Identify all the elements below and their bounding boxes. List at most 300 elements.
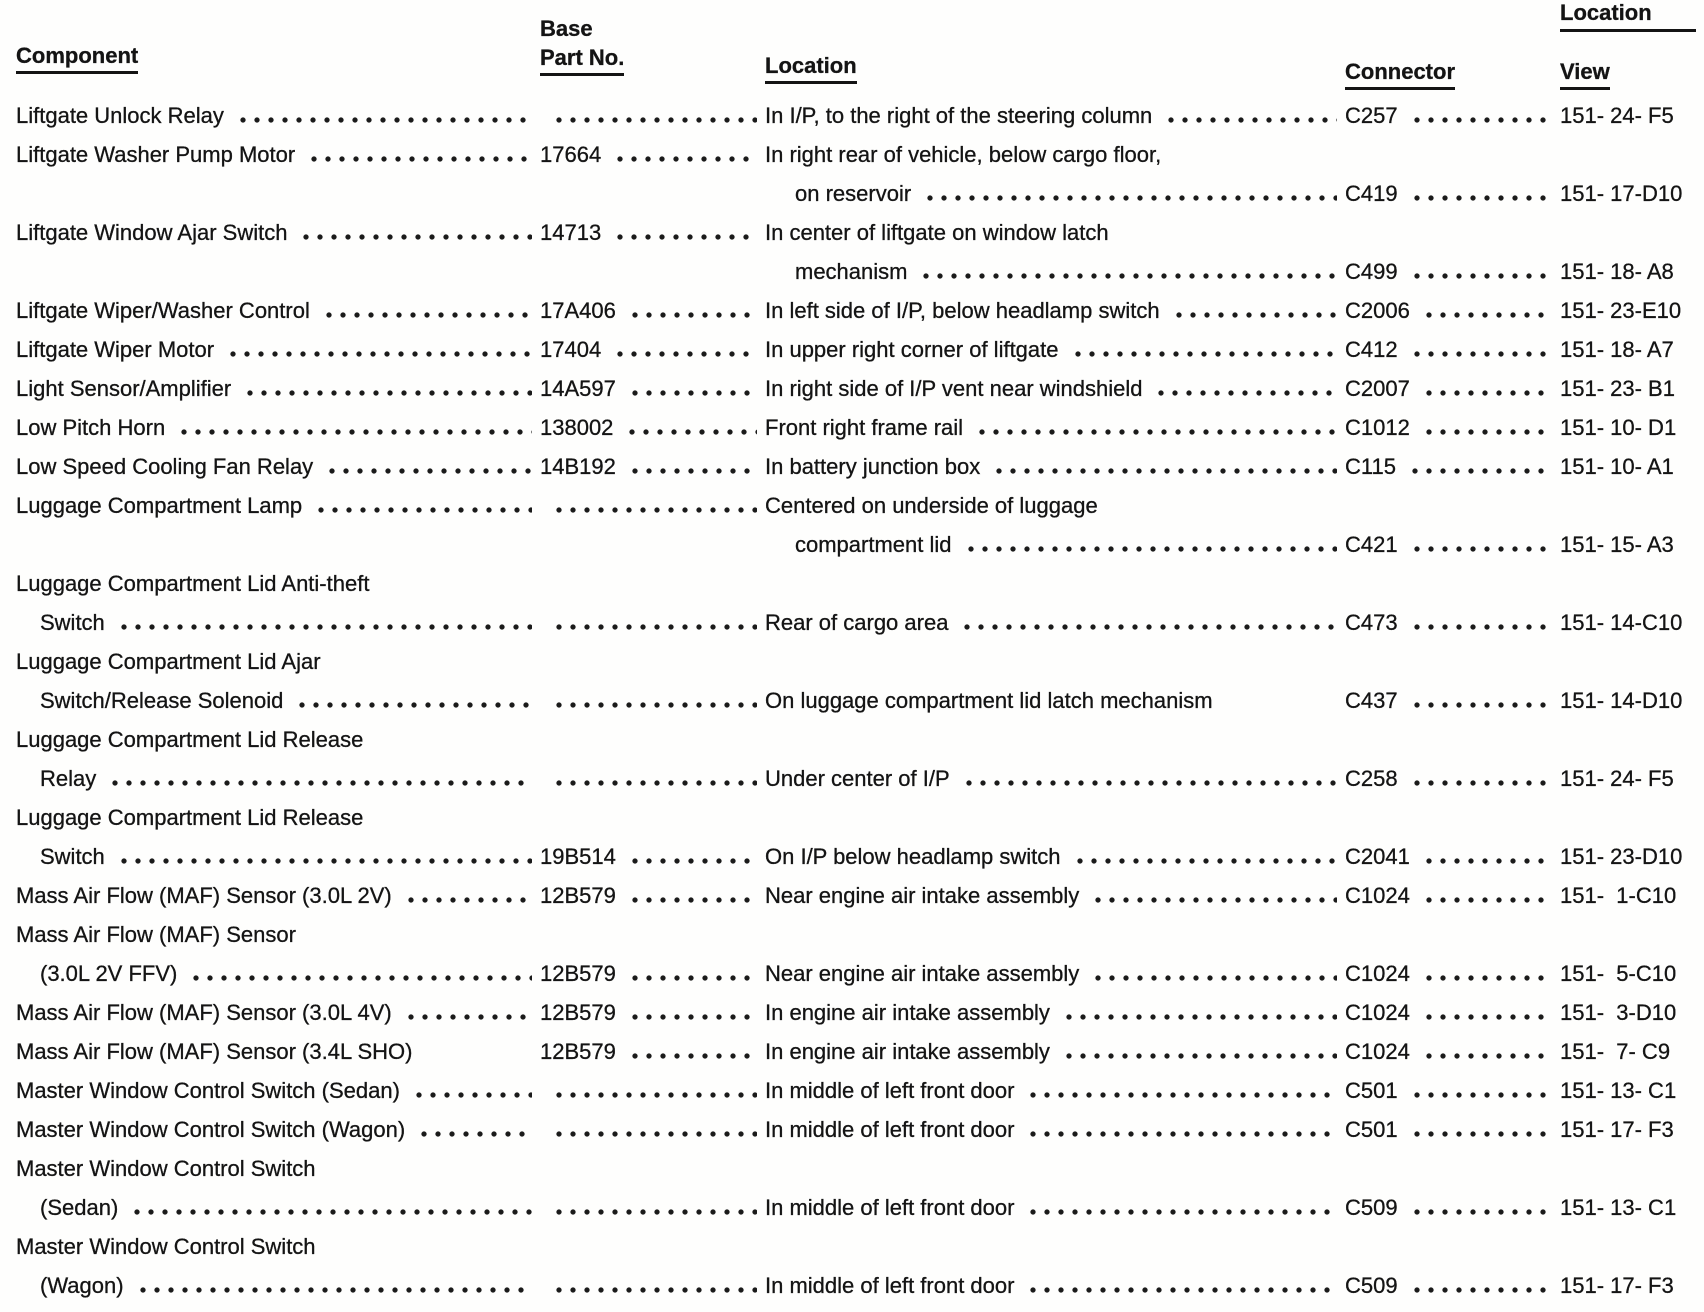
dot-leader (550, 1110, 757, 1149)
dot-leader (1420, 876, 1552, 915)
table-row (16, 486, 1696, 525)
dot-leader (1420, 1032, 1552, 1071)
table-row (16, 1188, 1696, 1227)
component-cell-text: Low Speed Cooling Fan Relay (16, 454, 314, 479)
location-cell-text: In middle of left front door (765, 1117, 1015, 1142)
location-view-cell (1560, 642, 1696, 681)
component-cell (16, 1032, 540, 1071)
connector-cell (1345, 174, 1560, 213)
location-cell (765, 408, 1345, 447)
connector-cell-text: C257 (1345, 103, 1398, 128)
dot-leader (134, 1266, 532, 1305)
location-cell-text: In middle of left front door (765, 1078, 1015, 1103)
component-cell-text: Low Pitch Horn (16, 415, 166, 440)
component-cell (16, 759, 540, 798)
table-row (16, 837, 1696, 876)
component-cell-text: Mass Air Flow (MAF) Sensor (16, 922, 296, 947)
dot-leader (550, 1188, 757, 1227)
dot-leader (921, 174, 1337, 213)
dot-leader (550, 759, 757, 798)
location-cell-text: Under center of I/P (765, 766, 950, 791)
component-cell-text: Switch (40, 610, 105, 635)
dot-leader (1420, 954, 1552, 993)
location-view-cell-text: 151- 24- F5 (1560, 103, 1674, 128)
connector-cell (1345, 252, 1560, 291)
header-location-label: Location (765, 52, 857, 84)
location-cell-text: In center of liftgate on window latch (765, 220, 1109, 245)
location-cell (765, 798, 1345, 837)
part-no-cell (540, 837, 765, 876)
dot-leader (1408, 174, 1552, 213)
table-row (16, 135, 1696, 174)
connector-cell-text: C501 (1345, 1117, 1398, 1142)
dot-leader (1408, 1071, 1552, 1110)
dot-leader (626, 876, 757, 915)
connector-cell-text: C115 (1345, 454, 1396, 479)
component-cell (16, 993, 540, 1032)
table-row (16, 1149, 1696, 1188)
location-view-cell (1560, 525, 1696, 564)
dot-leader (1089, 876, 1337, 915)
dot-leader (1408, 525, 1552, 564)
location-view-cell-text: 151- 1-C10 (1560, 883, 1677, 908)
table-row (16, 681, 1696, 720)
location-cell (765, 486, 1345, 525)
location-cell (765, 1071, 1345, 1110)
table-row (16, 720, 1696, 759)
header-base-part-no (540, 14, 765, 76)
connector-cell-text: C509 (1345, 1273, 1398, 1298)
dot-leader (297, 213, 532, 252)
location-view-cell-text: 151- 17- F3 (1560, 1117, 1674, 1142)
part-no-cell (540, 174, 765, 213)
part-no-cell-text: 12B579 (540, 1000, 616, 1025)
component-cell-text: Liftgate Wiper Motor (16, 337, 215, 362)
location-view-cell-text: 151- 17-D10 (1560, 181, 1683, 206)
component-cell (16, 564, 540, 603)
location-cell (765, 1110, 1345, 1149)
header-part-no-label: Part No. (540, 44, 624, 76)
connector-cell (1345, 135, 1560, 174)
location-cell (765, 759, 1345, 798)
dot-leader (402, 993, 532, 1032)
dot-leader (1089, 954, 1337, 993)
dot-leader (1408, 1266, 1552, 1305)
part-no-cell (540, 96, 765, 135)
part-no-cell (540, 1227, 765, 1266)
connector-cell-text: C2041 (1345, 844, 1410, 869)
location-cell (765, 876, 1345, 915)
component-cell-text: Liftgate Window Ajar Switch (16, 220, 288, 245)
component-cell (16, 291, 540, 330)
dot-leader (1408, 759, 1552, 798)
connector-cell (1345, 1071, 1560, 1110)
dot-leader (1420, 291, 1552, 330)
location-cell (765, 525, 1345, 564)
location-cell-text: Centered on underside of luggage (765, 493, 1098, 518)
location-view-cell-text: 151- 24- F5 (1560, 766, 1674, 791)
part-no-cell (540, 486, 765, 525)
connector-cell-text: C473 (1345, 610, 1398, 635)
location-view-cell (1560, 96, 1696, 135)
location-view-cell (1560, 1188, 1696, 1227)
location-view-cell-text: 151- 10- D1 (1560, 415, 1677, 440)
table-row (16, 564, 1696, 603)
connector-cell (1345, 1110, 1560, 1149)
component-cell-text: Switch/Release Solenoid (40, 688, 284, 713)
connector-cell-text: C499 (1345, 259, 1398, 284)
component-cell-text: Relay (40, 766, 97, 791)
location-view-cell (1560, 213, 1696, 252)
part-no-cell-text: 12B579 (540, 961, 616, 986)
location-view-cell-text: 151- 23-D10 (1560, 844, 1683, 869)
dot-leader (1408, 1110, 1552, 1149)
part-no-cell (540, 213, 765, 252)
dot-leader (623, 408, 757, 447)
dot-leader (1408, 1188, 1552, 1227)
location-cell (765, 369, 1345, 408)
component-cell-text: Luggage Compartment Lid Ajar (16, 649, 321, 674)
location-cell (765, 1188, 1345, 1227)
location-cell-text: compartment lid (795, 532, 952, 557)
location-view-cell-text: 151- 23-E10 (1560, 298, 1682, 323)
dot-leader (611, 135, 757, 174)
part-no-cell (540, 525, 765, 564)
connector-cell (1345, 564, 1560, 603)
component-cell (16, 408, 540, 447)
component-cell (16, 135, 540, 174)
component-cell (16, 1188, 540, 1227)
part-no-cell (540, 1188, 765, 1227)
dot-leader (293, 681, 532, 720)
header-location (765, 52, 1345, 84)
component-cell (16, 96, 540, 135)
location-view-cell-text: 151- 15- A3 (1560, 532, 1674, 557)
location-cell (765, 681, 1345, 720)
part-no-cell-text: 12B579 (540, 1039, 616, 1064)
location-cell-text: In I/P, to the right of the steering column (765, 103, 1153, 128)
dot-leader (960, 759, 1337, 798)
dot-leader (626, 837, 757, 876)
part-no-cell (540, 1071, 765, 1110)
location-view-cell-text: 151- 18- A8 (1560, 259, 1674, 284)
table-row (16, 408, 1696, 447)
dot-leader (415, 1110, 532, 1149)
component-cell (16, 252, 540, 291)
dot-leader (1024, 1188, 1337, 1227)
dot-leader (550, 1071, 757, 1110)
table-row (16, 642, 1696, 681)
location-cell-text: In right side of I/P vent near windshield (765, 376, 1143, 401)
dot-leader (958, 603, 1337, 642)
part-no-cell (540, 759, 765, 798)
connector-cell (1345, 681, 1560, 720)
component-cell-text: Mass Air Flow (MAF) Sensor (3.0L 4V) (16, 1000, 392, 1025)
location-view-cell (1560, 291, 1696, 330)
location-cell (765, 993, 1345, 1032)
location-view-cell (1560, 915, 1696, 954)
connector-cell (1345, 96, 1560, 135)
component-cell (16, 876, 540, 915)
dot-leader (115, 603, 532, 642)
connector-cell (1345, 330, 1560, 369)
location-view-cell (1560, 1032, 1696, 1071)
component-cell-text: Master Window Control Switch (Sedan) (16, 1078, 400, 1103)
connector-cell (1345, 291, 1560, 330)
table-row (16, 174, 1696, 213)
part-no-cell (540, 1266, 765, 1305)
location-view-cell (1560, 603, 1696, 642)
table-row (16, 1227, 1696, 1266)
table-row (16, 759, 1696, 798)
dot-leader (1408, 681, 1552, 720)
location-view-cell-text: 151- 7- C9 (1560, 1039, 1671, 1064)
component-cell (16, 1110, 540, 1149)
dot-leader (402, 876, 532, 915)
location-cell (765, 603, 1345, 642)
part-no-cell (540, 954, 765, 993)
connector-cell (1345, 837, 1560, 876)
part-no-cell (540, 642, 765, 681)
connector-cell (1345, 213, 1560, 252)
connector-cell-text: C1024 (1345, 1000, 1410, 1025)
dot-leader (1060, 993, 1337, 1032)
dot-leader (106, 759, 532, 798)
location-view-cell (1560, 1110, 1696, 1149)
connector-cell (1345, 798, 1560, 837)
dot-leader (550, 603, 757, 642)
component-cell (16, 525, 540, 564)
component-cell (16, 954, 540, 993)
location-cell-text: In engine air intake assembly (765, 1039, 1050, 1064)
component-cell (16, 1266, 540, 1305)
dot-leader (1024, 1266, 1337, 1305)
dot-leader (1406, 447, 1552, 486)
part-no-cell (540, 1110, 765, 1149)
dot-leader (1071, 837, 1337, 876)
component-cell-text: Master Window Control Switch (16, 1234, 316, 1259)
part-no-cell (540, 603, 765, 642)
dot-leader (611, 213, 757, 252)
component-cell (16, 213, 540, 252)
table-row (16, 369, 1696, 408)
component-cell-text: Mass Air Flow (MAF) Sensor (3.0L 2V) (16, 883, 392, 908)
location-cell (765, 330, 1345, 369)
dot-leader (323, 447, 532, 486)
location-view-cell (1560, 798, 1696, 837)
location-cell (765, 1266, 1345, 1305)
location-view-cell-text: 151- 23- B1 (1560, 376, 1675, 401)
component-cell-text: Liftgate Wiper/Washer Control (16, 298, 310, 323)
component-cell-text: Liftgate Washer Pump Motor (16, 142, 296, 167)
table-row (16, 876, 1696, 915)
component-cell (16, 603, 540, 642)
dot-leader (1170, 291, 1337, 330)
table-row (16, 1110, 1696, 1149)
dot-leader (626, 369, 757, 408)
location-cell (765, 96, 1345, 135)
dot-leader (626, 291, 757, 330)
location-cell-text: In battery junction box (765, 454, 981, 479)
location-view-cell (1560, 993, 1696, 1032)
component-cell (16, 915, 540, 954)
connector-cell (1345, 915, 1560, 954)
dot-leader (990, 447, 1337, 486)
component-cell (16, 681, 540, 720)
part-no-cell (540, 369, 765, 408)
location-cell (765, 1227, 1345, 1266)
location-view-cell (1560, 252, 1696, 291)
location-view-cell (1560, 954, 1696, 993)
part-no-cell (540, 408, 765, 447)
location-view-cell (1560, 564, 1696, 603)
table-row (16, 252, 1696, 291)
component-cell-text: Luggage Compartment Lid Release (16, 727, 364, 752)
connector-cell (1345, 993, 1560, 1032)
part-no-cell-text: 14B192 (540, 454, 616, 479)
part-no-cell-text: 12B579 (540, 883, 616, 908)
location-view-cell-text: 151- 13- C1 (1560, 1078, 1677, 1103)
part-no-cell (540, 447, 765, 486)
connector-cell-text: C1024 (1345, 1039, 1410, 1064)
location-view-cell (1560, 876, 1696, 915)
connector-cell-text: C412 (1345, 337, 1398, 362)
part-no-cell (540, 564, 765, 603)
connector-cell-text: C437 (1345, 688, 1398, 713)
connector-cell (1345, 720, 1560, 759)
location-view-cell-text: 151- 3-D10 (1560, 1000, 1677, 1025)
dot-leader (224, 330, 532, 369)
part-no-cell (540, 915, 765, 954)
dot-leader (1024, 1110, 1337, 1149)
location-cell (765, 837, 1345, 876)
part-no-cell (540, 1032, 765, 1071)
dot-leader (241, 369, 532, 408)
table-row (16, 1266, 1696, 1305)
location-cell (765, 213, 1345, 252)
component-cell (16, 642, 540, 681)
header-location-view-line1: Location (1560, 0, 1696, 32)
component-cell (16, 1149, 540, 1188)
part-no-cell (540, 720, 765, 759)
part-no-cell (540, 291, 765, 330)
location-view-cell (1560, 759, 1696, 798)
location-cell-text: Rear of cargo area (765, 610, 949, 635)
location-view-cell (1560, 1266, 1696, 1305)
component-cell-text: (Wagon) (40, 1273, 124, 1298)
connector-cell-text: C2006 (1345, 298, 1410, 323)
table-row (16, 291, 1696, 330)
component-cell (16, 720, 540, 759)
component-cell-text: Luggage Compartment Lid Release (16, 805, 364, 830)
location-cell (765, 447, 1345, 486)
location-view-cell (1560, 135, 1696, 174)
connector-cell-text: C1024 (1345, 961, 1410, 986)
dot-leader (962, 525, 1337, 564)
part-no-cell-text: 17404 (540, 337, 602, 362)
component-cell-text: (3.0L 2V FFV) (40, 961, 178, 986)
dot-leader (973, 408, 1337, 447)
table-row (16, 213, 1696, 252)
component-cell-text: Liftgate Unlock Relay (16, 103, 224, 128)
dot-leader (1420, 408, 1552, 447)
component-cell (16, 837, 540, 876)
location-cell-text: Near engine air intake assembly (765, 961, 1080, 986)
header-location-view-line2: View (1560, 58, 1610, 90)
location-view-cell-text: 151- 14-C10 (1560, 610, 1683, 635)
table-row (16, 954, 1696, 993)
table-row (16, 447, 1696, 486)
connector-cell (1345, 369, 1560, 408)
dot-leader (626, 954, 757, 993)
location-cell-text: On luggage compartment lid latch mechanism (765, 688, 1213, 713)
connector-cell (1345, 408, 1560, 447)
dot-leader (305, 135, 532, 174)
dot-leader (320, 291, 532, 330)
connector-cell-text: C509 (1345, 1195, 1398, 1220)
component-cell-text: Luggage Compartment Lid Anti-theft (16, 571, 370, 596)
component-cell (16, 447, 540, 486)
location-cell-text: Front right frame rail (765, 415, 964, 440)
dot-leader (1408, 330, 1552, 369)
connector-cell (1345, 1149, 1560, 1188)
connector-cell-text: C421 (1345, 532, 1398, 557)
table-row (16, 330, 1696, 369)
connector-cell (1345, 525, 1560, 564)
component-cell-text: (Sedan) (40, 1195, 119, 1220)
location-cell-text: on reservoir (795, 181, 912, 206)
location-cell-text: In middle of left front door (765, 1273, 1015, 1298)
component-cell-text: Switch (40, 844, 105, 869)
location-cell (765, 954, 1345, 993)
connector-cell-text: C501 (1345, 1078, 1398, 1103)
dot-leader (1408, 96, 1552, 135)
part-no-cell-text: 14713 (540, 220, 602, 245)
location-cell (765, 564, 1345, 603)
part-no-cell (540, 681, 765, 720)
table-header (16, 0, 1696, 90)
component-cell (16, 486, 540, 525)
location-view-cell-text: 151- 17- F3 (1560, 1273, 1674, 1298)
location-view-cell (1560, 720, 1696, 759)
dot-leader (1069, 330, 1338, 369)
component-cell (16, 1071, 540, 1110)
location-view-cell (1560, 330, 1696, 369)
part-no-cell (540, 993, 765, 1032)
connector-cell (1345, 486, 1560, 525)
part-no-cell (540, 1149, 765, 1188)
component-cell (16, 1227, 540, 1266)
component-cell (16, 369, 540, 408)
location-cell (765, 915, 1345, 954)
header-location-view (1560, 0, 1696, 90)
location-view-cell-text: 151- 18- A7 (1560, 337, 1674, 362)
dot-leader (1408, 252, 1552, 291)
part-no-cell-text: 17664 (540, 142, 602, 167)
connector-cell-text: C1012 (1345, 415, 1410, 440)
dot-leader (1060, 1032, 1337, 1071)
location-cell-text: In upper right corner of liftgate (765, 337, 1059, 362)
connector-cell (1345, 603, 1560, 642)
dot-leader (1420, 993, 1552, 1032)
header-component (16, 42, 540, 74)
part-no-cell (540, 135, 765, 174)
connector-cell (1345, 447, 1560, 486)
location-cell-text: On I/P below headlamp switch (765, 844, 1061, 869)
dot-leader (410, 1071, 532, 1110)
connector-cell-text: C2007 (1345, 376, 1410, 401)
dot-leader (1420, 837, 1552, 876)
